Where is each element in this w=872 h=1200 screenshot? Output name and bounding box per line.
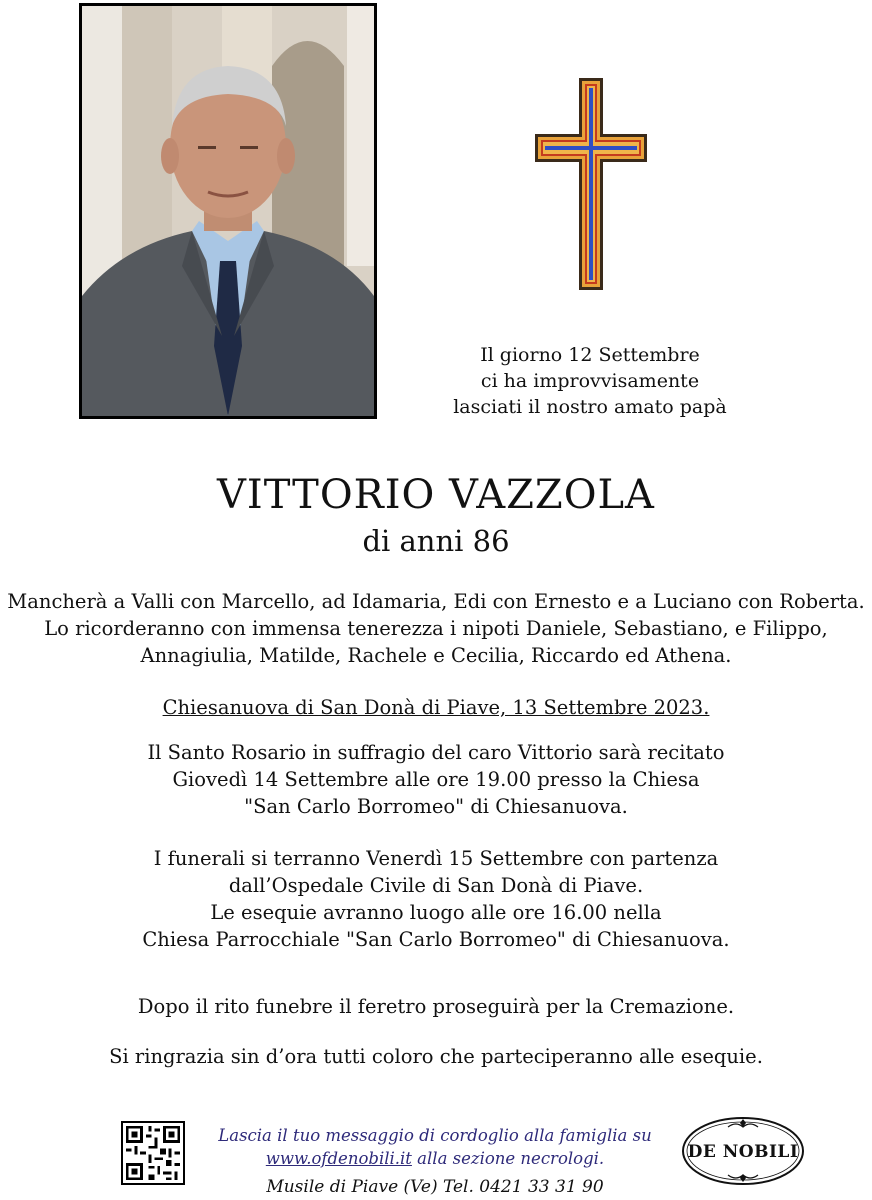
funeral-line: dall’Ospedale Civile di San Donà di Piave. [228,874,644,897]
family-line: Lo ricorderanno con immensa tenerezza i nipoti Daniele, Sebastiano, e Filippo, [44,617,828,640]
intro-line: lasciati il nostro amato papà [453,396,727,418]
rosary-line: Il Santo Rosario in suffragio del caro Vittorio sarà recitato [147,741,725,764]
deceased-age: di anni 86 [362,524,510,558]
funeral-line: Chiesa Parrocchiale "San Carlo Borromeo" di Chiesanuova. [142,928,730,951]
family-line: Annagiulia, Matilde, Rachele e Cecilia, Riccardo ed Athena. [140,644,732,667]
funeral-line: I funerali si terranno Venerdì 15 Settembre con partenza [153,847,719,870]
condolence-message [200,1124,670,1170]
rosary-line: "San Carlo Borromeo" di Chiesanuova. [244,795,628,818]
logo-text: DE NOBILI [687,1142,799,1162]
condolence-line-rest: alla sezione necrologi. [411,1149,605,1168]
intro-text [430,342,750,420]
condolence-line-2 [200,1147,670,1170]
rosary-paragraph [0,739,872,820]
latin-cross-icon [535,78,647,290]
deceased-name: VITTORIO VAZZOLA [217,472,655,518]
portrait-photo [79,3,377,419]
funeral-paragraph [0,845,872,953]
rosary-line: Giovedì 14 Settembre alle ore 19.00 presso la Chiesa [172,768,700,791]
intro-line: ci ha improvvisamente [480,370,700,392]
place-date [0,694,872,721]
thanks-note: Si ringrazia sin d’ora tutti coloro che parteciperanno alle esequie. [109,1045,763,1068]
portrait-image [82,6,374,416]
place-date-text: Chiesanuova di San Donà di Piave, 13 Settembre 2023. [162,696,710,719]
family-paragraph [0,588,872,669]
intro-line: Il giorno 12 Settembre [480,344,700,366]
cremation-note: Dopo il rito funebre il feretro proseguirà per la Cremazione. [137,995,735,1018]
de-nobili-logo [680,1115,806,1187]
condolence-line: Lascia il tuo messaggio di cordoglio alla famiglia su [218,1126,652,1145]
family-line: Mancherà a Valli con Marcello, ad Idamaria, Edi con Ernesto e a Luciano con Roberta. [7,590,865,613]
funeral-line: Le esequie avranno luogo alle ore 16.00 nella [210,901,662,924]
funeral-home-address: Musile di Piave (Ve) Tel. 0421 33 31 90 [266,1177,604,1197]
website-link[interactable]: www.ofdenobili.it [265,1149,412,1168]
qr-code-icon[interactable] [121,1121,185,1185]
